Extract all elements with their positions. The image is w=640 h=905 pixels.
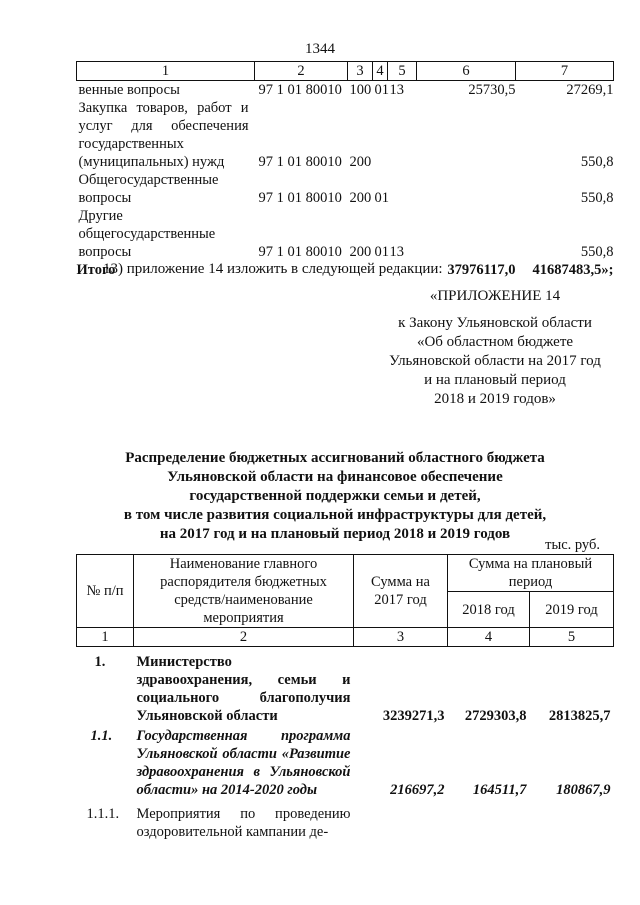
column-index: 1	[77, 62, 255, 81]
row-vr: 200	[349, 190, 372, 206]
column-index: 1	[77, 628, 134, 647]
row-value-2018: 550,8	[580, 154, 614, 170]
row-value-2017	[417, 99, 516, 171]
row-code: 97 1 01 80010	[258, 154, 342, 170]
header-2019: 2019 год	[530, 592, 614, 628]
row-value-2017: 216697,2	[390, 782, 445, 798]
column-index: 3	[354, 628, 448, 647]
header-2018: 2018 год	[448, 592, 530, 628]
row-vr: 200	[349, 154, 372, 170]
appendix-line: к Закону Ульяновской области	[398, 315, 592, 331]
title-line: Распределение бюджетных ассигнований областного бюджета	[125, 450, 545, 466]
title-line: государственной поддержки семьи и детей,	[189, 488, 481, 504]
row-name: Закупка товаров, работ и услуг для обеспечения государственных (муниципальных) нужд	[78, 100, 249, 170]
allocation-table	[76, 554, 614, 841]
row-value-2018	[448, 799, 530, 841]
column-index: 5	[388, 62, 417, 81]
row-name: Государственная программа Ульяновской области «Развитие здравоохранения в Ульяновской области» на 2014-2020 годы	[136, 728, 351, 798]
row-value-2019: 2813825,7	[548, 708, 611, 724]
appendix-line: и на плановый период	[424, 372, 566, 388]
amendment-instruction: 13) приложение 14 изложить в следующей редакции:	[103, 261, 443, 277]
row-value-2018: 164511,7	[472, 782, 527, 798]
appendix-line: 2018 и 2019 годов»	[434, 391, 556, 407]
header-name: Наименование главного распорядителя бюджетных средств/наименование мероприятия	[134, 555, 354, 628]
row-rz: 01	[374, 82, 389, 98]
row-pr: 13	[389, 82, 404, 98]
row-rz	[373, 99, 388, 171]
appendix-line: «Об областном бюджете	[416, 334, 574, 350]
column-index-row	[77, 628, 614, 647]
row-number: 1.	[94, 654, 106, 670]
row-value-2018: 550,8	[580, 244, 614, 260]
row-value-2019	[530, 799, 614, 841]
header-number: № п/п	[77, 555, 134, 628]
row-vr: 100	[349, 82, 372, 98]
table-header-row	[77, 62, 614, 81]
table-row	[77, 99, 614, 171]
row-value-2017: 3239271,3	[382, 708, 445, 724]
column-index: 7	[516, 62, 614, 81]
row-value-2018: 27269,1	[566, 82, 614, 98]
row-number: 1.1.	[90, 728, 113, 744]
row-pr: 13	[389, 244, 404, 260]
column-index: 4	[373, 62, 388, 81]
column-index: 2	[255, 62, 348, 81]
row-value-2019: 180867,9	[556, 782, 611, 798]
table-row	[77, 81, 614, 100]
title-line: Ульяновской области на финансовое обеспечение	[167, 469, 503, 485]
row-code: 97 1 01 80010	[258, 244, 342, 260]
header-sum-2017: Сумма на 2017 год	[354, 555, 448, 628]
total-label: Итого	[76, 262, 116, 278]
table-row	[77, 171, 614, 207]
row-value-2017	[417, 207, 516, 261]
appendix-heading	[360, 287, 630, 409]
row-value-2017	[417, 171, 516, 207]
row-name: Министерство здравоохранения, семьи и социального благополучия Ульяновской области	[136, 654, 351, 724]
row-vr: 200	[349, 244, 372, 260]
page-number: 1344	[305, 41, 335, 57]
table-row	[77, 725, 614, 799]
row-rz: 01	[374, 244, 389, 260]
row-pr	[388, 99, 417, 171]
unit-label: тыс. руб.	[545, 537, 600, 553]
row-pr	[388, 171, 417, 207]
row-name: венные вопросы	[78, 82, 180, 98]
title-line: в том числе развития социальной инфраструктуры для детей,	[123, 507, 547, 523]
title-line: на 2017 год и на плановый период 2018 и 2019 годов	[159, 526, 511, 542]
total-2018: 41687483,5»;	[532, 262, 614, 278]
document-title	[100, 449, 570, 544]
appendix-line: Ульяновской области на 2017 год	[389, 353, 601, 369]
table-row	[77, 799, 614, 841]
budget-continuation-table	[76, 61, 614, 279]
row-value-2017: 25730,5	[468, 82, 516, 98]
column-index: 2	[134, 628, 354, 647]
row-code: 97 1 01 80010	[258, 190, 342, 206]
row-value-2018: 550,8	[580, 190, 614, 206]
row-name: Общегосударственные вопросы	[78, 172, 219, 206]
row-value-2017	[354, 799, 448, 841]
row-name: Мероприятия по проведению оздоровительной кампании де-	[136, 806, 351, 840]
column-index: 4	[448, 628, 530, 647]
row-value-2018: 2729303,8	[464, 708, 527, 724]
row-code: 97 1 01 80010	[258, 82, 342, 98]
table-row	[77, 207, 614, 261]
row-rz: 01	[374, 190, 389, 206]
total-2017: 37976117,0	[447, 262, 516, 278]
row-name: Другие общегосударственные вопросы	[78, 208, 216, 260]
column-index: 3	[348, 62, 373, 81]
appendix-title: «ПРИЛОЖЕНИЕ 14	[429, 288, 561, 304]
row-number: 1.1.1.	[86, 806, 120, 822]
header-planned-period: Сумма на плановый период	[448, 555, 614, 592]
table-row	[77, 647, 614, 726]
column-index: 5	[530, 628, 614, 647]
column-index: 6	[417, 62, 516, 81]
